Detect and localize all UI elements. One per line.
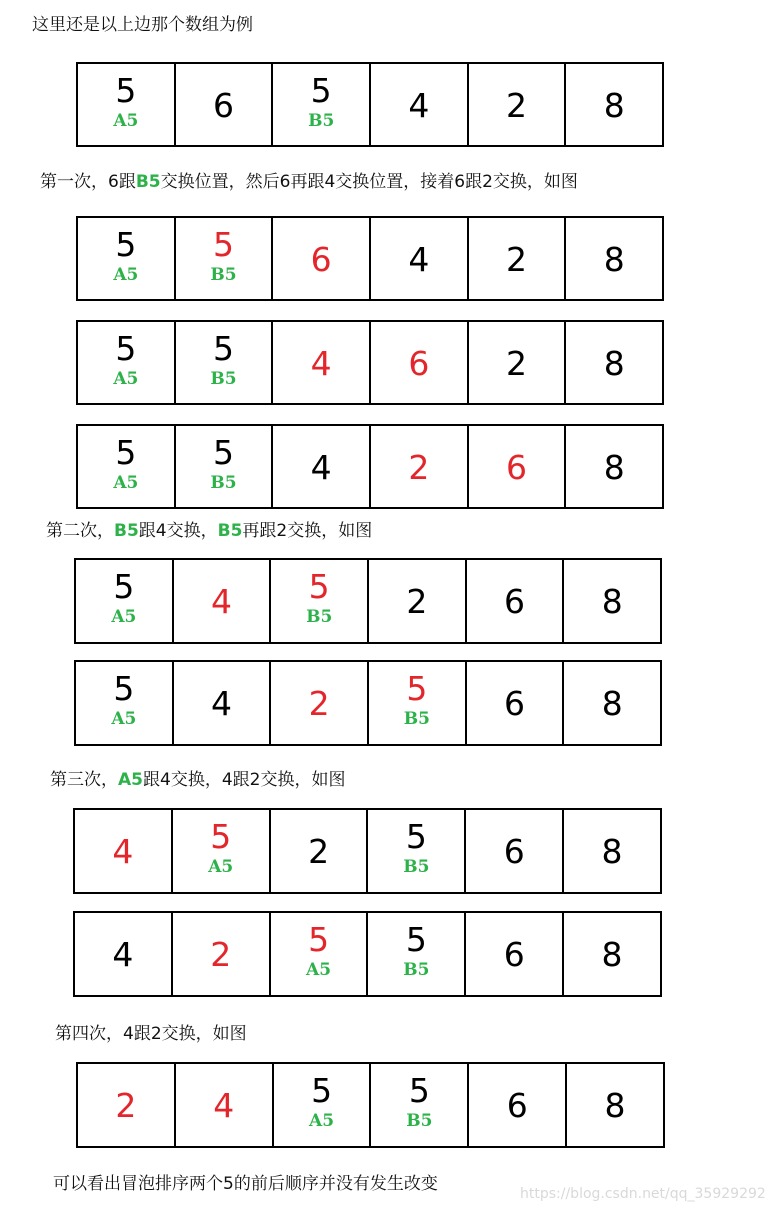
- array-cell: [369, 560, 467, 642]
- array-cell: [371, 1064, 469, 1146]
- cell-tag: B5: [403, 960, 430, 980]
- cell-tag: A5: [113, 369, 139, 389]
- cell-value: 2: [115, 1086, 137, 1125]
- cell-value: 5: [213, 225, 234, 264]
- array-cell: [273, 64, 371, 145]
- array-cell: [75, 913, 173, 995]
- cell-value: 4: [310, 344, 332, 383]
- array-cell: [564, 560, 660, 642]
- array-cell: [78, 218, 176, 299]
- cell-value: 8: [603, 448, 625, 487]
- cell-value: 4: [112, 832, 134, 871]
- array-pass1-step1: [76, 216, 664, 301]
- array-pass4-step1: [76, 1062, 665, 1148]
- array-cell: [469, 426, 567, 507]
- caption-pass-1-text-a: 第一次，6跟: [40, 172, 136, 192]
- cell-tag: B5: [306, 607, 333, 627]
- array-cell: [368, 913, 466, 995]
- caption-pass-4: 第四次，4跟2交换，如图: [55, 1024, 247, 1044]
- array-cell: [564, 810, 660, 892]
- caption-pass-1-text-c: 交换位置，然后6再跟4交换位置，接着6跟2交换，如图: [160, 172, 578, 192]
- array-cell: [78, 1064, 176, 1146]
- cell-value: 4: [408, 86, 430, 125]
- cell-value: 5: [308, 567, 330, 606]
- array-cell: [566, 322, 662, 403]
- array-cell: [564, 913, 660, 995]
- cell-value: 5: [310, 71, 332, 110]
- cell-value: 6: [408, 344, 430, 383]
- cell-tag: A5: [306, 960, 332, 980]
- cell-value: 8: [601, 832, 623, 871]
- cell-tag: B5: [403, 709, 430, 729]
- array-cell: [566, 64, 662, 145]
- cell-tag: A5: [309, 1111, 335, 1131]
- cell-value: 2: [506, 86, 528, 125]
- array-cell: [371, 64, 469, 145]
- cell-value: 4: [211, 582, 232, 621]
- array-cell: [76, 560, 174, 642]
- array-pass1-step3: [76, 424, 664, 509]
- array-cell: [467, 560, 565, 642]
- caption-pass-3-a5: A5: [118, 770, 143, 790]
- cell-value: 5: [213, 329, 234, 368]
- cell-value: 8: [603, 344, 625, 383]
- caption-pass-2-b5-first: B5: [114, 521, 139, 541]
- cell-value: 6: [503, 935, 525, 974]
- array-pass2-step1: [74, 558, 662, 644]
- cell-value: 2: [210, 935, 232, 974]
- cell-value: 5: [210, 817, 232, 856]
- array-cell: [173, 810, 271, 892]
- cell-value: 5: [113, 567, 135, 606]
- cell-value: 6: [506, 1086, 528, 1125]
- array-cell: [176, 1064, 274, 1146]
- cell-value: 4: [310, 448, 332, 487]
- cell-tag: B5: [403, 857, 430, 877]
- array-pass2-step2: [74, 660, 662, 746]
- array-cell: [173, 913, 271, 995]
- cell-value: 8: [603, 240, 625, 279]
- cell-tag: A5: [111, 607, 137, 627]
- cell-tag: A5: [113, 473, 139, 493]
- array-cell: [78, 322, 176, 403]
- cell-value: 6: [213, 86, 234, 125]
- array-cell: [566, 426, 662, 507]
- caption-pass-2-text-a: 第二次，: [46, 521, 114, 541]
- array-cell: [271, 560, 369, 642]
- array-cell: [271, 662, 369, 744]
- array-cell: [368, 810, 466, 892]
- array-cell: [371, 322, 469, 403]
- cell-value: 8: [603, 86, 625, 125]
- cell-value: 5: [406, 669, 428, 708]
- array-cell: [567, 1064, 663, 1146]
- cell-value: 5: [405, 920, 427, 959]
- cell-value: 6: [506, 448, 528, 487]
- cell-value: 2: [506, 240, 528, 279]
- caption-pass-3: [50, 770, 345, 790]
- array-cell: [274, 1064, 372, 1146]
- array-cell: [369, 662, 467, 744]
- cell-value: 4: [211, 684, 232, 723]
- array-pass3-step2: [73, 911, 662, 997]
- cell-value: 5: [113, 669, 135, 708]
- cell-value: 4: [213, 1086, 235, 1125]
- cell-value: 2: [506, 344, 528, 383]
- caption-pass-2-text-c: 跟4交换，: [138, 521, 218, 541]
- array-cell: [76, 662, 174, 744]
- cell-value: 2: [308, 832, 330, 871]
- cell-value: 5: [115, 329, 137, 368]
- caption-conclusion: 可以看出冒泡排序两个5的前后顺序并没有发生改变: [53, 1174, 438, 1194]
- cell-value: 5: [308, 920, 330, 959]
- cell-value: 5: [405, 817, 427, 856]
- array-cell: [176, 218, 274, 299]
- cell-value: 8: [601, 935, 623, 974]
- array-cell: [174, 662, 272, 744]
- array-initial: [76, 62, 664, 147]
- cell-tag: B5: [210, 473, 237, 493]
- caption-pass-2-b5-second: B5: [217, 521, 243, 541]
- caption-intro: 这里还是以上边那个数组为例: [32, 15, 253, 35]
- caption-pass-3-text-a: 第三次，: [50, 770, 118, 790]
- array-cell: [469, 218, 567, 299]
- array-cell: [176, 64, 274, 145]
- array-pass1-step2: [76, 320, 664, 405]
- array-cell: [466, 913, 564, 995]
- cell-value: 6: [310, 240, 332, 279]
- cell-tag: A5: [113, 111, 139, 131]
- cell-tag: A5: [113, 265, 139, 285]
- array-cell: [469, 322, 567, 403]
- array-cell: [273, 426, 371, 507]
- cell-value: 5: [311, 1071, 333, 1110]
- cell-value: 6: [504, 684, 526, 723]
- cell-tag: B5: [308, 111, 335, 131]
- cell-value: 6: [504, 582, 526, 621]
- cell-value: 6: [503, 832, 525, 871]
- array-cell: [566, 218, 662, 299]
- array-cell: [273, 322, 371, 403]
- cell-value: 2: [406, 582, 428, 621]
- array-cell: [564, 662, 660, 744]
- caption-pass-1: [40, 172, 578, 192]
- cell-value: 2: [408, 448, 430, 487]
- cell-tag: A5: [208, 857, 234, 877]
- array-cell: [466, 810, 564, 892]
- cell-value: 5: [115, 71, 137, 110]
- cell-value: 4: [408, 240, 430, 279]
- cell-value: 5: [213, 433, 234, 472]
- cell-value: 4: [112, 935, 134, 974]
- array-pass3-step1: [73, 808, 662, 894]
- caption-pass-2-text-e: 再跟2交换，如图: [242, 521, 373, 541]
- cell-value: 8: [604, 1086, 626, 1125]
- cell-value: 5: [408, 1071, 430, 1110]
- cell-value: 5: [115, 433, 137, 472]
- caption-pass-1-b5: B5: [135, 172, 161, 192]
- array-cell: [371, 426, 469, 507]
- cell-value: 8: [601, 582, 623, 621]
- cell-value: 2: [308, 684, 330, 723]
- array-cell: [469, 1064, 567, 1146]
- array-cell: [78, 426, 176, 507]
- cell-tag: A5: [111, 709, 137, 729]
- cell-value: 8: [601, 684, 623, 723]
- array-cell: [75, 810, 173, 892]
- array-cell: [469, 64, 567, 145]
- array-cell: [271, 913, 369, 995]
- cell-tag: B5: [406, 1111, 433, 1131]
- watermark: https://blog.csdn.net/qq_35929292: [520, 1186, 766, 1202]
- array-cell: [176, 426, 274, 507]
- cell-tag: B5: [210, 369, 237, 389]
- cell-tag: B5: [210, 265, 237, 285]
- cell-value: 5: [115, 225, 137, 264]
- array-cell: [271, 810, 369, 892]
- array-cell: [78, 64, 176, 145]
- caption-pass-3-text-c: 跟4交换，4跟2交换，如图: [143, 770, 346, 790]
- array-cell: [174, 560, 272, 642]
- caption-pass-2: [46, 521, 372, 541]
- array-cell: [371, 218, 469, 299]
- array-cell: [176, 322, 274, 403]
- array-cell: [273, 218, 371, 299]
- array-cell: [467, 662, 565, 744]
